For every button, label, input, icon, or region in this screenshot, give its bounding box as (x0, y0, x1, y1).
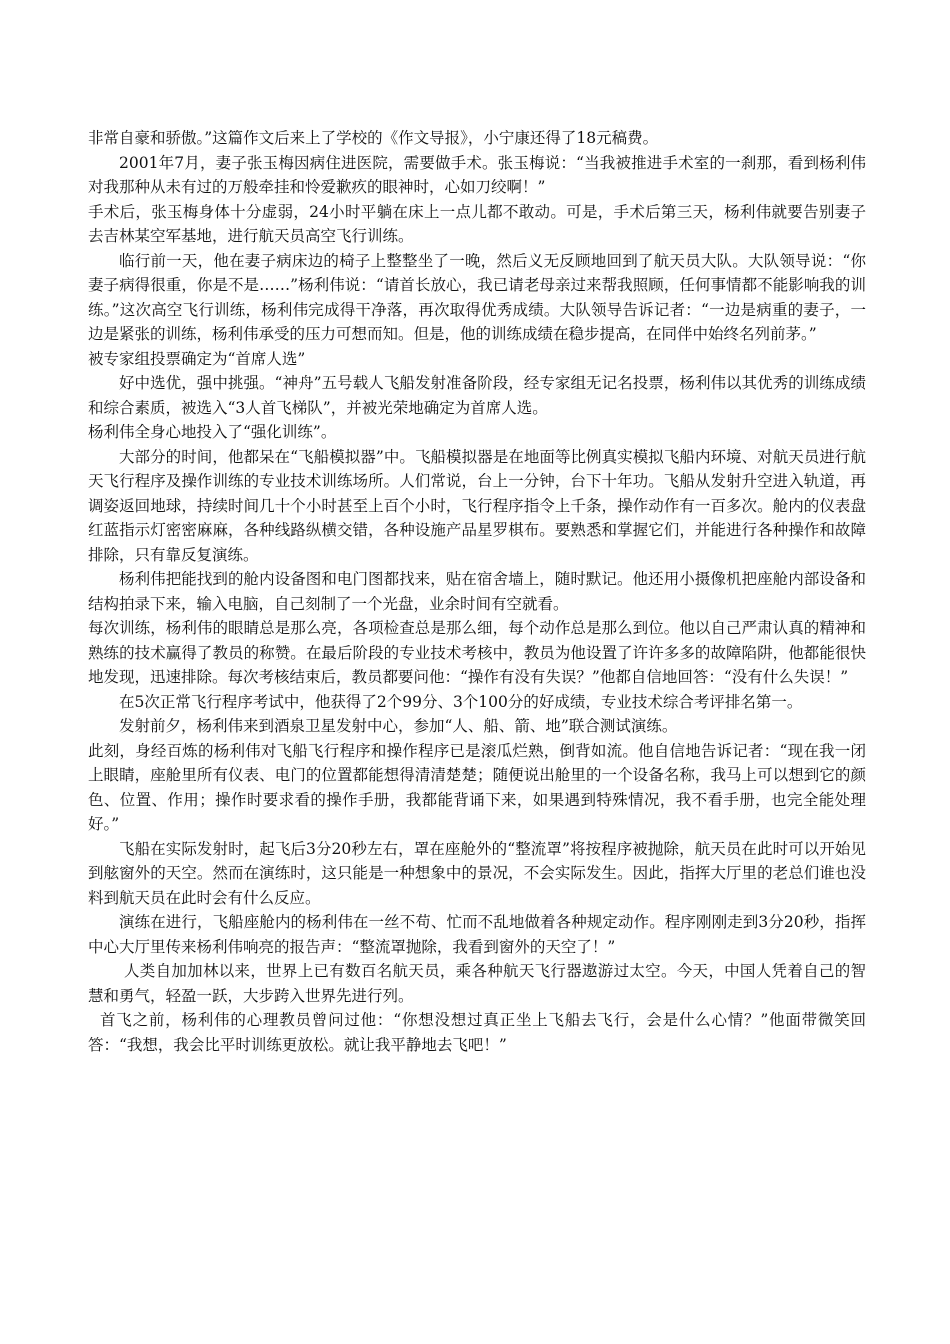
paragraph-9: 每次训练，杨利伟的眼睛总是那么亮，各项检查总是那么细，每个动作总是那么到位。他以自己严肃认真的精神和熟练的技术赢得了教员的称赞。在最后阶段的专业技术考核中，教员为他设置了许许多多的故障陷阱，他都能很快地发现，迅速排除。每次考核结束后，教员都要问他：“操作有没有失误？”他都自信地回答：“没有什么失误！” (88, 619, 866, 686)
paragraph-12: 此刻，身经百炼的杨利伟对飞船飞行程序和操作程序已是滚瓜烂熟，倒背如流。他自信地告诉记者：“现在我一闭上眼睛，座舱里所有仪表、电门的位置都能想得清清楚楚；随便说出舱里的一个设备名称，我马上可以想到它的颜色、位置、作用；操作时要求看的操作手册，我都能背诵下来，如果遇到特殊情况，我不看手册，也完全能处理好。” (88, 741, 866, 833)
paragraph-1: 非常自豪和骄傲。”这篇作文后来上了学校的《作文导报》，小宁康还得了18元稿费。 (88, 129, 659, 147)
paragraph-14: 演练在进行，飞船座舱内的杨利伟在一丝不苟、忙而不乱地做着各种规定动作。程序刚刚走到3分20秒，指挥中心大厅里传来杨利伟响亮的报告声：“整流罩抛除，我看到窗外的天空了！” (88, 913, 866, 956)
paragraph-7: 大部分的时间，他都呆在“飞船模拟器”中。飞船模拟器是在地面等比例真实模拟飞船内环境、对航天员进行航天飞行程序及操作训练的专业技术训练场所。人们常说，台上一分钟，台下十年功。飞船从发射升空进入轨道，再调姿返回地球，持续时间几十个小时甚至上百个小时，飞行程序指令上千条，操作动作有一百多次。舱内的仪表盘红蓝指示灯密密麻麻，各种线路纵横交错，各种设施产品星罗棋布。要熟悉和掌握它们，并能进行各种操作和故障排除，只有靠反复演练。 (88, 447, 866, 564)
document-page (88, 126, 866, 1057)
paragraph-16: 首飞之前，杨利伟的心理教员曾问过他：“你想没想过真正坐上飞船去飞行，会是什么心情？”他面带微笑回答：“我想，我会比平时训练更放松。就让我平静地去飞吧！” (88, 1011, 866, 1054)
paragraph-6: 杨利伟全身心地投入了“强化训练”。 (88, 423, 337, 441)
paragraph-13: 飞船在实际发射时，起飞后3分20秒左右，罩在座舱外的“整流罩”将按程序被抛除，航天员在此时可以开始见到舷窗外的天空。然而在演练时，这只能是一种想象中的景况，不会实际发生。因此，指挥大厅里的老总们谁也没料到航天员在此时会有什么反应。 (88, 839, 866, 907)
paragraph-11: 发射前夕，杨利伟来到酒泉卫星发射中心，参加“人、船、箭、地”联合测试演练。 (119, 717, 678, 735)
paragraph-8: 杨利伟把能找到的舱内设备图和电门图都找来，贴在宿舍墙上，随时默记。他还用小摄像机把座舱内部设备和结构拍录下来，输入电脑，自己刻制了一个光盘，业余时间有空就看。 (88, 570, 866, 613)
paragraph-2: 2001年7月，妻子张玉梅因病住进医院，需要做手术。张玉梅说：“当我被推进手术室的一刹那，看到杨利伟对我那种从未有过的万般牵挂和怜爱歉疚的眼神时，心如刀绞啊！” (88, 153, 866, 196)
paragraph-4: 临行前一天，他在妻子病床边的椅子上整整坐了一晚，然后义无反顾地回到了航天员大队。大队领导说：“你妻子病得很重，你是不是……”杨利伟说：“请首长放心，我已请老母亲过来帮我照顾，任何事情都不能影响我的训练。”这次高空飞行训练，杨利伟完成得干净落，再次取得优秀成绩。大队领导告诉记者：“一边是病重的妻子，一边是紧张的训练，杨利伟承受的压力可想而知。但是，他的训练成绩在稳步提高，在同伴中始终名列前茅。” (88, 251, 866, 343)
paragraph-10: 在5次正常飞行程序考试中，他获得了2个99分、3个100分的好成绩，专业技术综合考评排名第一。 (119, 692, 803, 711)
paragraph-5: 好中选优，强中挑强。“神舟”五号载人飞船发射准备阶段，经专家组无记名投票，杨利伟以其优秀的训练成绩和综合素质，被选入“3人首飞梯队”，并被光荣地确定为首席人选。 (88, 374, 866, 417)
paragraph-3: 手术后，张玉梅身体十分虚弱，24小时平躺在床上一点儿都不敢动。可是，手术后第三天，杨利伟就要告别妻子去吉林某空军基地，进行航天员高空飞行训练。 (88, 202, 866, 245)
paragraph-15: 人类自加加林以来，世界上已有数百名航天员，乘各种航天飞行器遨游过太空。今天，中国人凭着自己的智慧和勇气，轻盈一跃，大步跨入世界先进行列。 (88, 962, 866, 1005)
section-heading: 被专家组投票确定为“首席人选” (88, 349, 306, 368)
